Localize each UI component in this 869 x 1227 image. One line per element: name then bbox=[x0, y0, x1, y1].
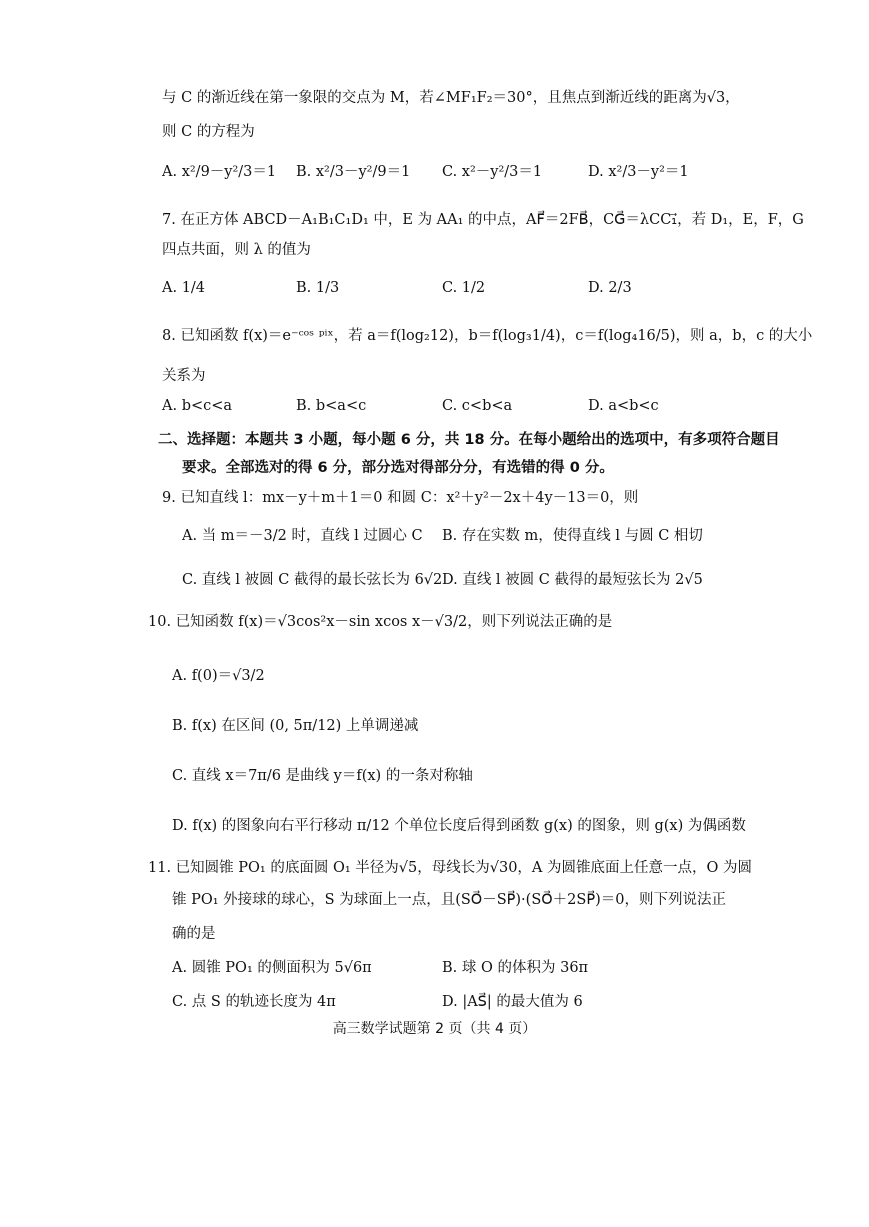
q11-option-a: A. 圆锥 PO₁ 的侧面积为 5√6π bbox=[172, 960, 372, 976]
q6-line-1: 与 C 的渐近线在第一象限的交点为 M，若∠MF₁F₂＝30°，且焦点到渐近线的距离为√3， bbox=[162, 90, 740, 106]
q7-option-b: B. 1/3 bbox=[296, 280, 340, 296]
q11-line-1: 11. 已知圆锥 PO₁ 的底面圆 O₁ 半径为√5，母线长为√30，A 为圆锥底面上任意一点，O 为圆 bbox=[148, 860, 752, 876]
page-footer: 高三数学试题第 2 页（共 4 页） bbox=[332, 1021, 537, 1037]
q7-option-a: A. 1/4 bbox=[162, 280, 206, 296]
q8-option-b: B. b<a<c bbox=[296, 398, 367, 414]
q9-option-b: B. 存在实数 m，使得直线 l 与圆 C 相切 bbox=[442, 528, 703, 544]
q7-option-c: C. 1/2 bbox=[442, 280, 486, 296]
section-2-instructions: 要求。全部选对的得 6 分，部分选对得部分分，有选错的得 0 分。 bbox=[182, 460, 614, 476]
q9-option-c: C. 直线 l 被圆 C 截得的最长弦长为 6√2 bbox=[182, 572, 443, 588]
q10-option-d: D. f(x) 的图象向右平行移动 π/12 个单位长度后得到函数 g(x) 的图象，则 g(x) 为偶函数 bbox=[172, 818, 746, 834]
q9-option-a: A. 当 m＝－3/2 时，直线 l 过圆心 C bbox=[182, 528, 423, 544]
section-2-heading: 二、选择题：本题共 3 小题，每小题 6 分，共 18 分。在每小题给出的选项中，有多项符合题目 bbox=[158, 432, 780, 448]
q11-option-d: D. |AS⃗| 的最大值为 6 bbox=[442, 994, 583, 1010]
q10-option-b: B. f(x) 在区间 (0, 5π/12) 上单调递减 bbox=[172, 718, 419, 734]
q8-option-d: D. a<b<c bbox=[588, 398, 659, 414]
q6-option-b: B. x²/3－y²/9＝1 bbox=[296, 164, 411, 180]
q9-line-1: 9. 已知直线 l：mx－y＋m＋1＝0 和圆 C：x²＋y²－2x＋4y－13＝0，则 bbox=[162, 490, 639, 506]
q8-line-1: 8. 已知函数 f(x)＝e⁻ᶜᵒˢ ᵖⁱˣ，若 a＝f(log₂12)，b＝f(log₃1/4)，c＝f(log₄16/5)，则 a，b，c 的大小 bbox=[162, 328, 813, 344]
q8-option-c: C. c<b<a bbox=[442, 398, 513, 414]
q10-line-1: 10. 已知函数 f(x)＝√3cos²x－sin xcos x－√3/2，则下列说法正确的是 bbox=[148, 614, 613, 630]
q6-option-c: C. x²－y²/3＝1 bbox=[442, 164, 543, 180]
q11-option-c: C. 点 S 的轨迹长度为 4π bbox=[172, 994, 336, 1010]
q7-line-1: 7. 在正方体 ABCD－A₁B₁C₁D₁ 中，E 为 AA₁ 的中点，AF⃗＝2FB⃗，CG⃗＝λCC₁⃗，若 D₁，E，F，G bbox=[162, 212, 804, 228]
q7-option-d: D. 2/3 bbox=[588, 280, 632, 296]
q10-option-c: C. 直线 x＝7π/6 是曲线 y＝f(x) 的一条对称轴 bbox=[172, 768, 473, 784]
q6-option-a: A. x²/9－y²/3＝1 bbox=[162, 164, 277, 180]
q8-line-2: 关系为 bbox=[162, 368, 206, 384]
q11-line-3: 确的是 bbox=[172, 926, 216, 942]
q11-line-2: 锥 PO₁ 外接球的球心，S 为球面上一点，且(SO⃗－SP⃗)·(SO⃗＋2SP⃗)＝0，则下列说法正 bbox=[172, 892, 726, 908]
q7-line-2: 四点共面，则 λ 的值为 bbox=[162, 242, 311, 258]
q9-option-d: D. 直线 l 被圆 C 截得的最短弦长为 2√5 bbox=[442, 572, 703, 588]
q6-option-d: D. x²/3－y²＝1 bbox=[588, 164, 689, 180]
q11-option-b: B. 球 O 的体积为 36π bbox=[442, 960, 589, 976]
q6-line-2: 则 C 的方程为 bbox=[162, 124, 255, 140]
q8-option-a: A. b<c<a bbox=[162, 398, 233, 414]
q10-option-a: A. f(0)＝√3/2 bbox=[172, 668, 265, 684]
